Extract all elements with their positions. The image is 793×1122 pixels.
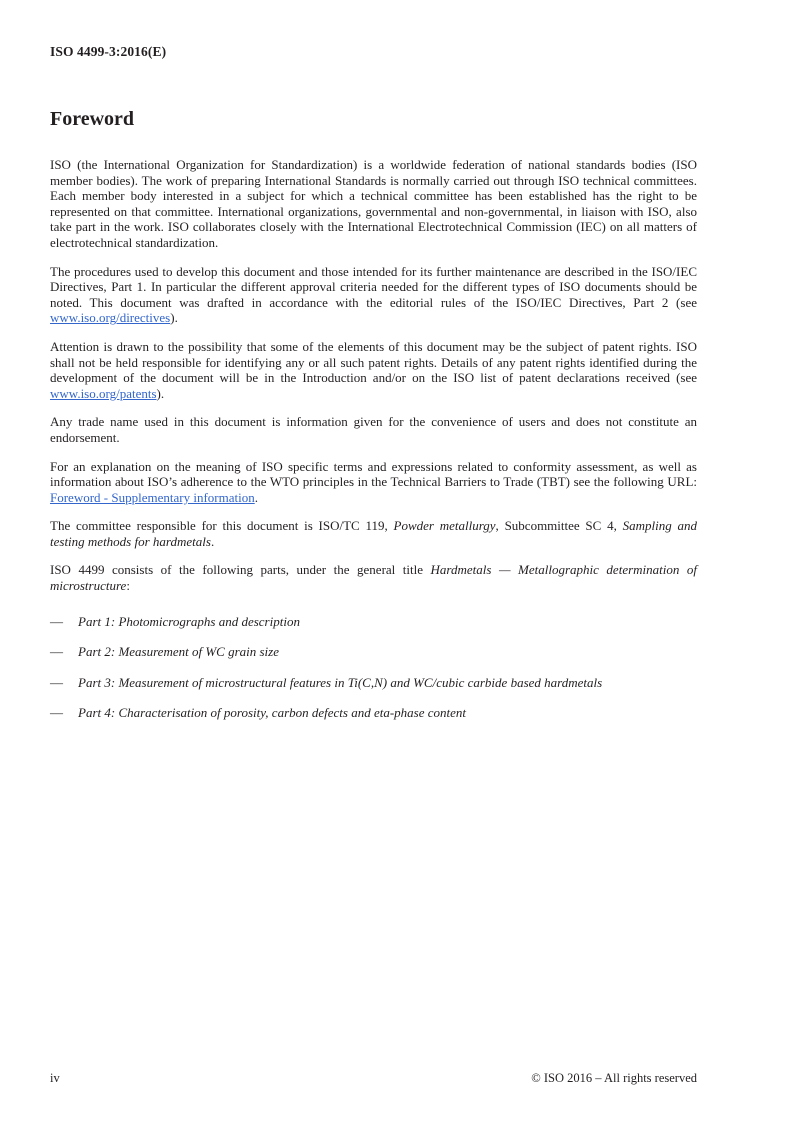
paragraph-committee-mid: , Subcommittee SC 4,	[495, 518, 623, 534]
paragraph-procedures	[50, 264, 697, 326]
list-dash: —	[50, 674, 63, 690]
committee-name-italic: Powder metallurgy	[393, 518, 496, 534]
paragraph-committee-close: .	[210, 533, 215, 549]
page-title: Foreword	[50, 108, 135, 130]
part-4-label: Part 4: Characterisation of porosity, carbon defects and eta-phase content	[78, 705, 467, 721]
paragraph-parts-intro-text: ISO 4499 consists of the following parts, under the general title	[50, 562, 431, 578]
directives-link[interactable]: www.iso.org/directives	[50, 310, 171, 326]
paragraph-patents	[50, 339, 697, 401]
copyright-notice: © ISO 2016 – All rights reserved	[531, 1071, 697, 1085]
paragraph-patents-close: ).	[156, 385, 165, 401]
part-3-label: Part 3: Measurement of microstructural features in Ti(C,N) and WC/cubic carbide based hardmetals	[78, 674, 603, 690]
list-dash: —	[50, 613, 63, 629]
subcommittee-name-italic: Sampling and testing methods for hardmetals	[50, 518, 697, 549]
list-item-part-2	[50, 644, 697, 660]
paragraph-parts-intro-close: :	[126, 578, 130, 594]
parts-list	[50, 614, 697, 721]
part-1-label: Part 1: Photomicrographs and description	[78, 613, 300, 629]
paragraph-patents-text: Attention is drawn to the possibility that some of the elements of this document may be the subject of patent rights. ISO shall not be held responsible for identifying any or all such patent rights. Details of any patent rights identified during the development of the document will be in the Introduction and/or on the ISO list of patent declarations received (see	[50, 338, 697, 386]
patents-link[interactable]: www.iso.org/patents	[50, 385, 157, 401]
paragraph-committee-text: The committee responsible for this document is ISO/TC 119,	[50, 518, 394, 534]
list-item-part-1	[50, 614, 697, 630]
list-dash: —	[50, 644, 63, 660]
supplementary-information-link[interactable]: Foreword - Supplementary information	[50, 489, 255, 505]
list-dash: —	[50, 705, 63, 721]
paragraph-iso-federation: ISO (the International Organization for Standardization) is a worldwide federation of national standards bodies (ISO member bodies). The work of preparing International Standards is normally carried out through ISO technical committees. Each member body interested in a subject for which a technical committee has been established has the right to be represented on that committee. International organizations, governmental and non-governmental, in liaison with ISO, also take part in the work. ISO collaborates closely with the International Electrotechnical Commission (IEC) on all matters of electrotechnical standardization.	[50, 157, 697, 250]
paragraph-wto-close: .	[254, 489, 258, 505]
paragraph-procedures-close: ).	[170, 310, 178, 326]
list-item-part-4	[50, 705, 697, 721]
paragraph-parts-intro	[50, 562, 697, 593]
series-title-italic: Hardmetals — Metallographic determination of microstructure	[50, 562, 698, 594]
list-item-part-3	[50, 675, 697, 691]
paragraph-committee	[50, 518, 697, 549]
paragraph-procedures-text: The procedures used to develop this document and those intended for its further maintenance are described in the ISO/IEC Directives, Part 1. In particular the different approval criteria needed for the different types of ISO documents should be noted. This document was drafted in accordance with the editorial rules of the ISO/IEC Directives, Part 2 (see	[50, 263, 697, 310]
part-2-label: Part 2: Measurement of WC grain size	[78, 644, 279, 660]
page-footer	[50, 1071, 697, 1086]
paragraph-trade-names: Any trade name used in this document is information given for the convenience of users and does not constitute an endorsement.	[50, 414, 697, 445]
paragraph-wto	[50, 459, 697, 506]
page-number: iv	[50, 1071, 60, 1085]
document-id: ISO 4499-3:2016(E)	[50, 44, 167, 59]
paragraph-wto-text: For an explanation on the meaning of ISO specific terms and expressions related to conformity assessment, as well as information about ISO’s adherence to the WTO principles in the Technical Barriers to Trade (TBT) see the following URL:	[50, 458, 697, 490]
